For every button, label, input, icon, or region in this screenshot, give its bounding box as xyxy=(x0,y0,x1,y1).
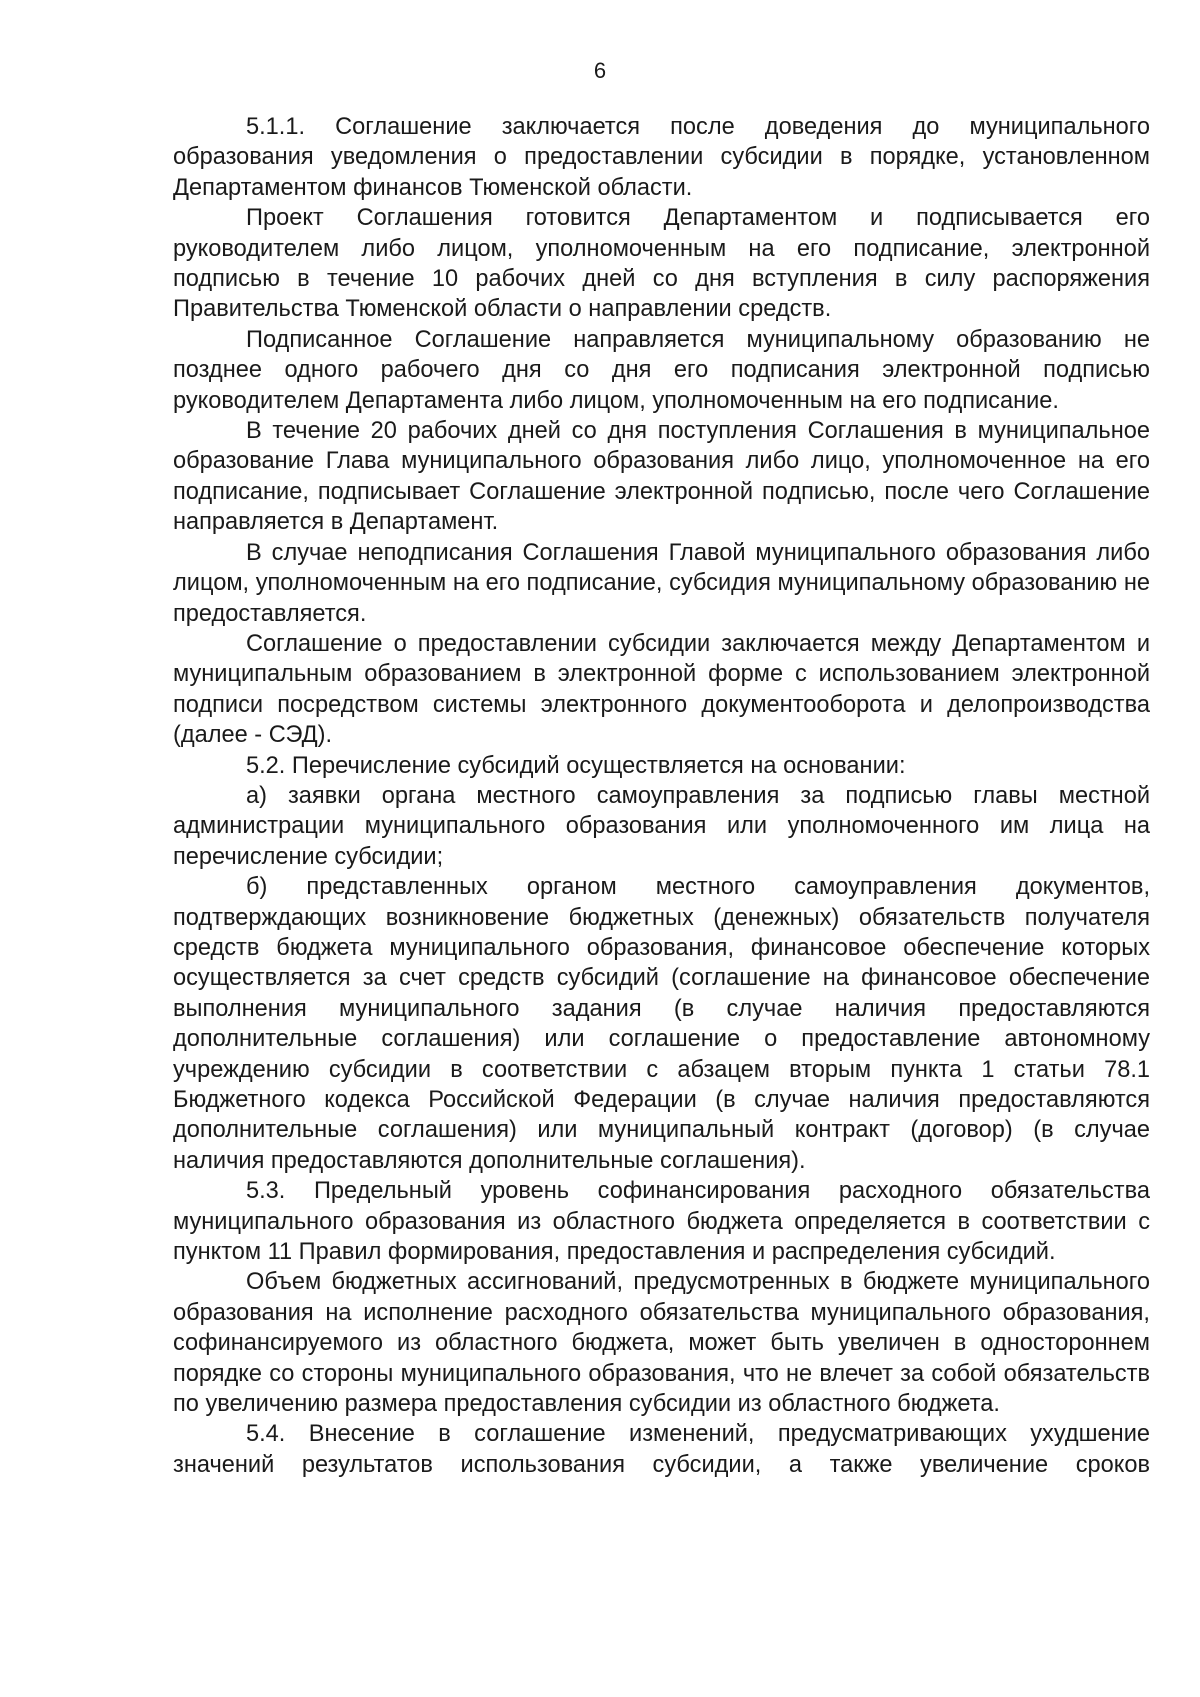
paragraph-signed-agreement: Подписанное Соглашение направляется муниципальному образованию не позднее одного рабочего дня со дня его подписания электронной подписью руководителем Департамента либо лицом, уполномоченным на его подписание. xyxy=(173,326,1150,414)
paragraph-5-2-a: а) заявки органа местного самоуправления за подписью главы местной администрации муниципального образования или уполномоченного им лица на перечисление субсидии; xyxy=(173,782,1150,870)
page-number: 6 xyxy=(593,58,607,83)
paragraph-agreement-draft: Проект Соглашения готовится Департаментом и подписывается его руководителем либо лицом, уполномоченным на его подписание, электронной подписью в течение 10 рабочих дней со дня вступления в силу распоряжения Правительства Тюменской области о направлении средств. xyxy=(173,205,1150,323)
paragraph-non-signing: В случае неподписания Соглашения Главой муниципального образования либо лицом, уполномоченным на его подписание, субсидия муниципальному образованию не предоставляется. xyxy=(173,539,1150,627)
paragraph-5-4: 5.4. Внесение в соглашение изменений, предусматривающих ухудшение значений результатов использования субсидии, а также увеличение сроков xyxy=(173,1421,1150,1478)
document-body xyxy=(173,112,1150,1480)
paragraph-5-1-1: 5.1.1. Соглашение заключается после доведения до муниципального образования уведомления о предоставлении субсидии в порядке, установленном Департаментом финансов Тюменской области. xyxy=(173,114,1150,201)
paragraph-signing-period: В течение 20 рабочих дней со дня поступления Соглашения в муниципальное образование Глава муниципального образования либо лицо, уполномоченное на его подписание, подписывает Соглашение электронной подписью, после чего Соглашение направляется в Департамент. xyxy=(173,418,1150,536)
paragraph-budget-volume: Объем бюджетных ассигнований, предусмотренных в бюджете муниципального образования на исполнение расходного обязательства муниципального образования, софинансируемого из областного бюджета, может быть увеличен в одностороннем порядке со стороны муниципального образования, что не влечет за собой обязательств по увеличению размера предоставления субсидии из областного бюджета. xyxy=(173,1269,1150,1418)
paragraph-5-3: 5.3. Предельный уровень софинансирования расходного обязательства муниципального образования из областного бюджета определяется в соответствии с пунктом 11 Правил формирования, предоставления и распределения субсидий. xyxy=(173,1178,1150,1266)
paragraph-electronic-form: Соглашение о предоставлении субсидии заключается между Департаментом и муниципальным образованием в электронной форме с использованием электронной подписи посредством системы электронного документооборота и делопроизводства (далее - СЭД). xyxy=(173,630,1150,749)
paragraph-5-2-b: б) представленных органом местного самоуправления документов, подтверждающих возникновение бюджетных (денежных) обязательств получателя средств бюджета муниципального образования, финансовое обеспечение которых осуществляется за счет средств субсидий (соглашение на финансовое обеспечение выполнения муниципального задания (в случае наличия предоставляются дополнительные соглашения) или соглашение о предоставление автономному учреждению субсидии в соответствии с абзацем вторым пункта 1 статьи 78.1 Бюджетного кодекса Российской Федерации (в случае наличия предоставляются дополнительные соглашения) или муниципальный контракт (договор) (в случае наличия предоставляются дополнительные соглашения). xyxy=(173,874,1150,1174)
paragraph-5-2: 5.2. Перечисление субсидий осуществляется на основании: xyxy=(246,752,906,779)
